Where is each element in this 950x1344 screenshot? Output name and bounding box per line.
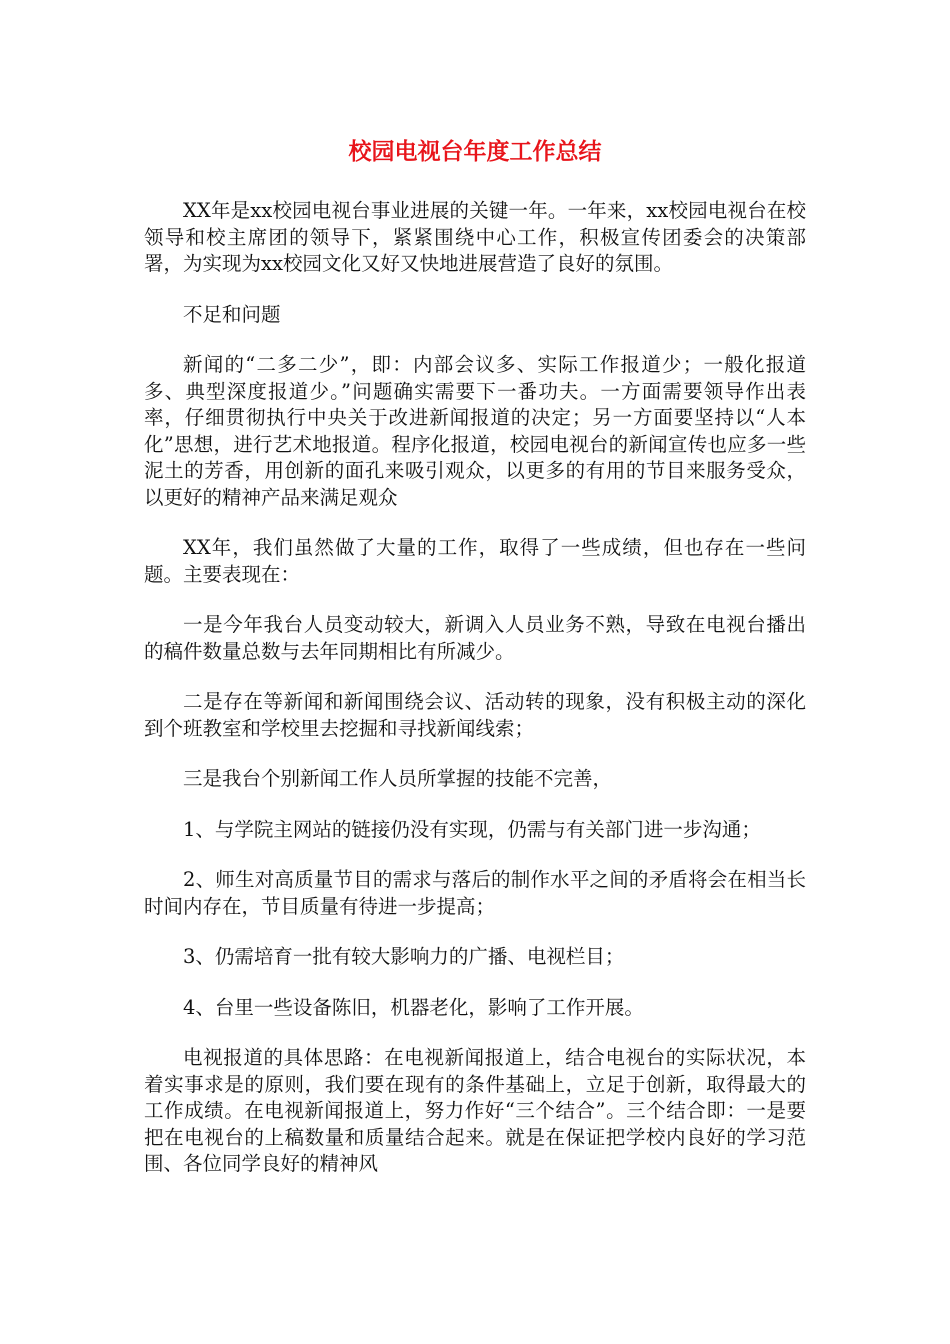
paragraph-problem-three: 三是我台个别新闻工作人员所掌握的技能不完善， (183, 767, 613, 790)
section-heading-problems: 不足和问题 (183, 302, 281, 326)
paragraph-problems-summary: XX年，我们虽然做了大量的工作，取得了一些成绩，但也存在一些问题。主要表现在： (144, 536, 806, 586)
document-title: 校园电视台年度工作总结 (348, 139, 602, 165)
list-item-4: 4、台里一些设备陈旧，机器老化，影响了工作开展。 (183, 995, 644, 1019)
list-item-3: 3、仍需培育一批有较大影响力的广播、电视栏目； (183, 945, 625, 968)
paragraph-reporting-approach: 电视报道的具体思路：在电视新闻报道上，结合电视台的实际状况，本着实事求是的原则，我们要在现有的条件基础上，立足于创新，取得最大的工作成绩。在电视新闻报道上，努力作好“三个结合”。三个结合即：一是要把在电视台的上稿数量和质量结合起来。就是在保证把学校内良好的学习范围、各位同学良好的精神风 (144, 1046, 806, 1175)
document-body (144, 198, 806, 1202)
paragraph-problem-one: 一是今年我台人员变动较大，新调入人员业务不熟，导致在电视台播出的稿件数量总数与去年同期相比有所减少。 (144, 613, 806, 663)
paragraph-problem-two: 二是存在等新闻和新闻围绕会议、活动转的现象，没有积极主动的深化到个班教室和学校里去挖掘和寻找新闻线索； (144, 690, 806, 740)
paragraph-intro: XX年是xx校园电视台事业进展的关键一年。一年来，xx校园电视台在校领导和校主席团的领导下，紧紧围绕中心工作，积极宣传团委会的决策部署，为实现为xx校园文化又好又快地进展营造了良好的氛围。 (144, 199, 806, 275)
list-item-2: 2、师生对高质量节目的需求与落后的制作水平之间的矛盾将会在相当长时间内存在，节目质量有待进一步提高； (144, 868, 806, 918)
list-item-1: 1、与学院主网站的链接仍没有实现，仍需与有关部门进一步沟通； (183, 817, 761, 841)
paragraph-news-issues: 新闻的“二多二少”，即：内部会议多、实际工作报道少；一般化报道多、典型深度报道少。”问题确实需要下一番功夫。一方面需要领导作出表率，仔细贯彻执行中央关于改进新闻报道的决定；另一方面要坚持以“人本化”思想，进行艺术地报道。程序化报道，校园电视台的新闻宣传也应多一些泥土的芳香，用创新的面孔来吸引观众，以更多的有用的节目来服务受众，以更好的精神产品来满足观众 (144, 353, 806, 509)
